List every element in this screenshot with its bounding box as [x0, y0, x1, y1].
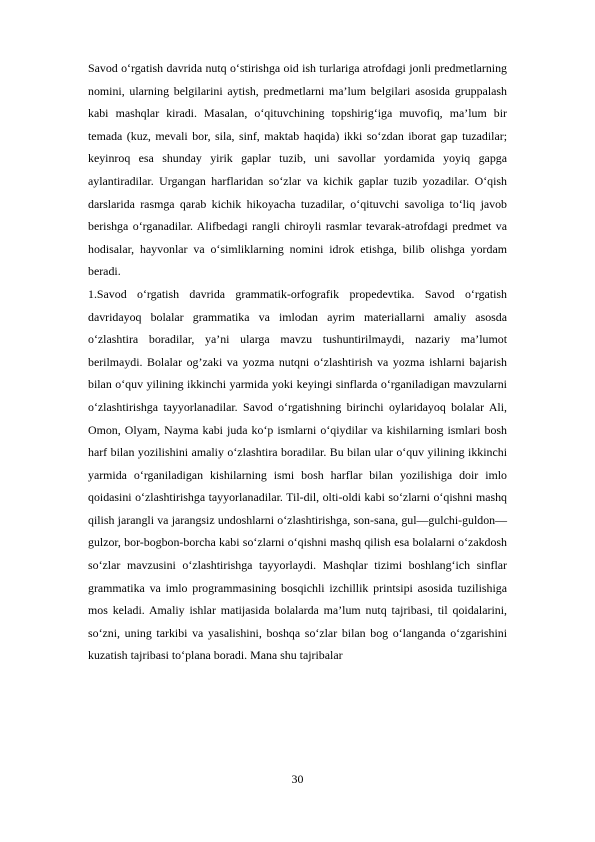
paragraph-speech-development: Savod o‘rgatish davrida nutq o‘stirishga oid ish turlariga atrofdagi jonli predmetlarning nomini, ularning belgilarini aytish, predmetlarni ma’lum belgilari asosida gruppalash kabi mashqlar kiradi. Masalan, o‘qituvchining topshirig‘iga muvofiq, ma’lum bir temada (kuz, mevali bor, sila, sinf, maktab haqida) ikki so‘zdan iborat gap tuzadilar; keyinroq esa shunday yirik gaplar tuzib, uni savollar yordamida yoyiq gapga aylantiradilar. Urgangan harflaridan so‘zlar va kichik gaplar tuzib yozadilar. O‘qish darslarida rasmga qarab kichik hikoyacha tuzadilar, o‘qituvchi savoliga to‘liq javob berishga o‘rganadilar. Alifbedagi rangli chiroyli rasmlar tevarak-atrofdagi predmet va hodisalar, hayvonlar va o‘simliklarning nomini idrok etishga, bilib olishga yordam beradi.: [88, 61, 507, 279]
page-number: 30: [291, 772, 304, 786]
paragraph-grammar-propaedeutics: 1.Savod o‘rgatish davrida grammatik-orfografik propedevtika. Savod o‘rgatish davridayoq bolalar grammatika va imlodan ayrim materiallarni amaliy asosda o‘zlashtira boradilar, ya’ni ularga mavzu tushuntirilmaydi, nazariy ma’lumot berilmaydi. Bolalar og’zaki va yozma nutqni o‘zlashtirish va yozma ishlarni bajarish bilan o‘quv yilining ikkinchi yarmida yoki keyingi sinflarda o‘rganiladigan mavzularni o‘zlashtirishga tayyorlanadilar. Savod o‘rgatishning birinchi oylaridayoq bolalar Ali, Omon, Olyam, Nayma kabi juda ko‘p ismlarni o‘qiydilar va kishilarning ismlari bosh harf bilan yozilishini amaliy o‘zlashtira boradilar. Bu bilan ular o‘quv yilining ikkinchi yarmida o‘rganiladigan kishilarning ismi bosh harflar bilan yozilishiga doir imlo qoidasini o‘zlashtirishga tayyorlanadilar. Til-dil, olti-oldi kabi so‘zlarni o‘qishni mashq qilish jarangli va jarangsiz undoshlarni o‘zlashtirishga, son-sana, gul—gulchi-guldon—gulzor, bor-bogbon-borcha kabi so‘zlarni o‘qishni mashq qilish esa bolalarni o‘zakdosh so‘zlar mavzusini o‘zlashtirishga tayyorlaydi. Mashqlar tizimi boshlang‘ich sinflar grammatika va imlo programmasining bosqichli izchillik printsipi asosida tuzilishiga mos keladi. Amaliy ishlar matijasida bolalarda ma’lum nutq tajribasi, til qoidalarini, so‘zni, uning tarkibi va yasalishini, boshqa so‘zlar bilan bog o‘langanda o‘zgarishini kuzatish tajribasi to‘plana boradi. Mana shu tajribalar: [88, 286, 507, 663]
page-body: [88, 57, 507, 667]
